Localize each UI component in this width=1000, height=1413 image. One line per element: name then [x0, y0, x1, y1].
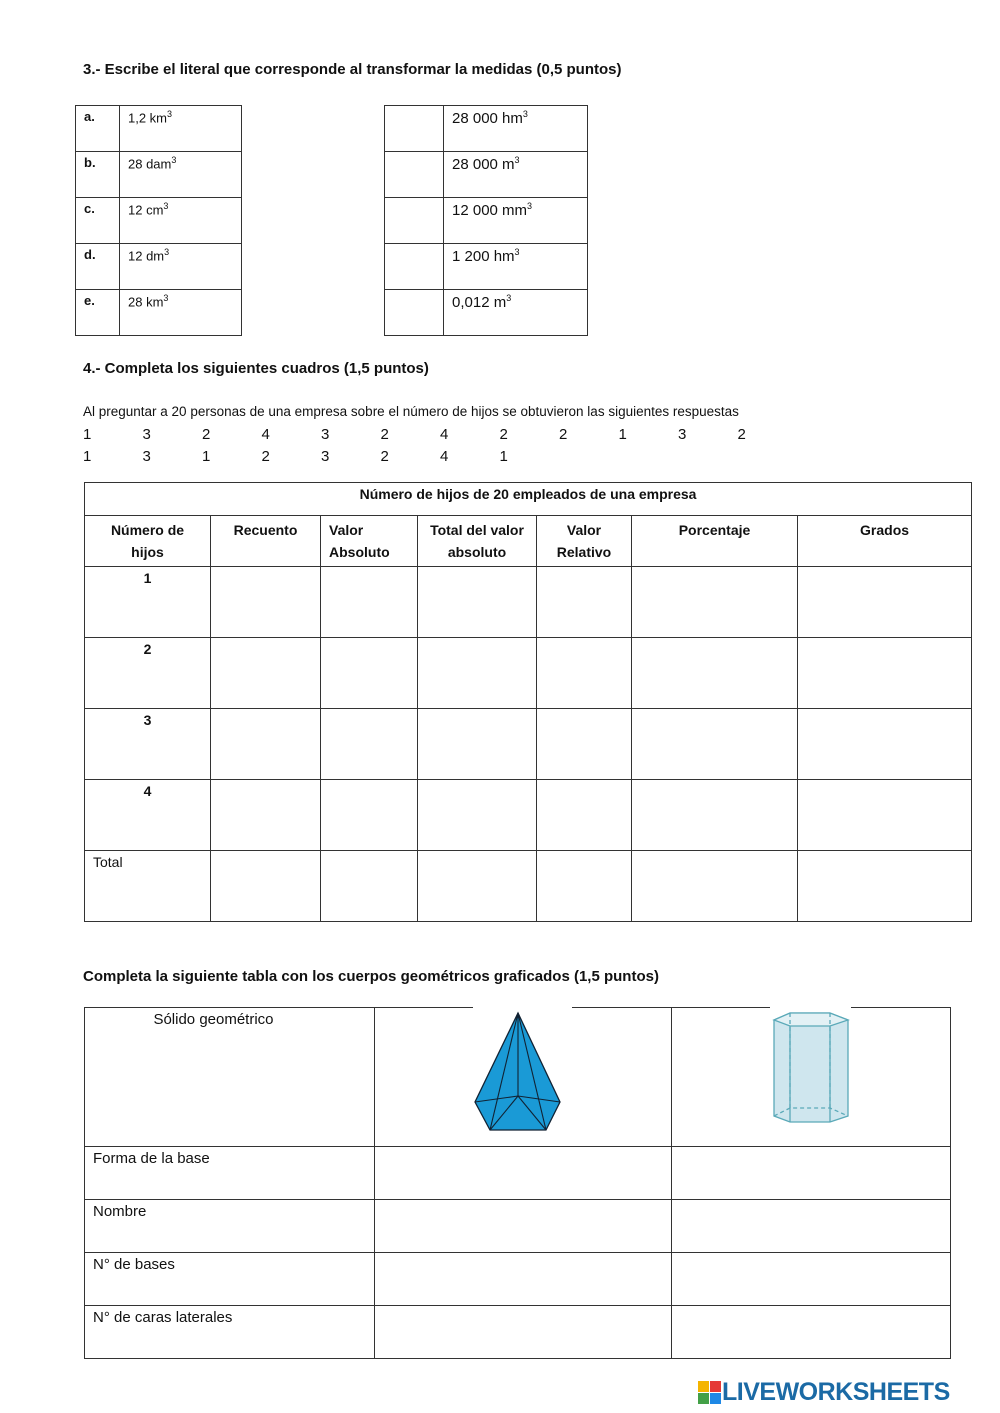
row-label: 1 [85, 567, 211, 638]
response-value: 1 [499, 448, 508, 465]
table-header-row [85, 516, 972, 567]
unit-value [120, 152, 242, 198]
answer-cell[interactable] [537, 638, 632, 709]
table-row [85, 638, 972, 709]
unit-value-text: 12 dm [128, 248, 165, 264]
answer-cell[interactable] [672, 1200, 951, 1253]
row-label: N° de caras laterales [85, 1306, 375, 1359]
answer-cell[interactable] [798, 780, 972, 851]
answer-cell[interactable] [537, 709, 632, 780]
frequency-table [84, 482, 972, 922]
converted-value-text: 12 000 mm [452, 202, 528, 219]
header-line: absoluto [447, 544, 507, 560]
table-row [85, 1253, 951, 1306]
response-value: 1 [83, 426, 92, 443]
answer-cell[interactable] [798, 851, 972, 922]
unit-letter: a. [76, 106, 120, 152]
answer-cell[interactable] [375, 1253, 672, 1306]
answer-cell[interactable] [321, 780, 418, 851]
column-header [537, 516, 632, 567]
answer-cell[interactable] [798, 567, 972, 638]
answer-cell[interactable] [632, 709, 798, 780]
response-value: 3 [321, 448, 330, 465]
logo-text: LIVEWORKSHEETS [722, 1378, 950, 1406]
column-header [798, 516, 972, 567]
answer-cell[interactable] [418, 851, 537, 922]
units-row [385, 152, 588, 198]
column-header [632, 516, 798, 567]
answer-cell[interactable] [321, 709, 418, 780]
answer-letter-cell[interactable] [385, 198, 444, 244]
unit-exponent: 3 [522, 109, 528, 119]
header-line: Absoluto [329, 544, 390, 560]
unit-exponent: 3 [167, 109, 173, 119]
answer-cell[interactable] [211, 638, 321, 709]
column-header [211, 516, 321, 567]
column-header [418, 516, 537, 567]
unit-exponent: 3 [514, 247, 520, 257]
header-line: Número de [110, 522, 185, 538]
response-value: 2 [380, 448, 389, 465]
row-label: Forma de la base [85, 1147, 375, 1200]
section4-intro: Al preguntar a 20 personas de una empresa sobre el número de hijos se obtuvieron las siguientes respuestas [83, 404, 739, 419]
table-caption-row [85, 483, 972, 516]
unit-exponent: 3 [506, 293, 512, 303]
converted-value [444, 106, 588, 152]
answer-cell[interactable] [375, 1306, 672, 1359]
units-row [76, 244, 242, 290]
table-row [85, 1200, 951, 1253]
answer-letter-cell[interactable] [385, 244, 444, 290]
unit-value-text: 28 dam [128, 156, 172, 172]
units-row [385, 290, 588, 336]
answer-cell[interactable] [211, 709, 321, 780]
converted-value [444, 290, 588, 336]
converted-value [444, 198, 588, 244]
answer-cell[interactable] [211, 851, 321, 922]
response-value: 3 [321, 426, 330, 443]
converted-value-text: 28 000 hm [452, 110, 523, 127]
header-line: Valor [566, 522, 602, 538]
converted-value-text: 1 200 hm [452, 248, 515, 265]
response-value: 2 [380, 426, 389, 443]
section5-title: Completa la siguiente tabla con los cuerpos geométricos graficados (1,5 puntos) [83, 968, 659, 985]
header-line: Valor [329, 522, 364, 538]
response-value: 4 [261, 426, 270, 443]
hexagonal-prism-image [770, 1010, 852, 1126]
answer-cell[interactable] [418, 638, 537, 709]
header-line: Total del valor [430, 522, 524, 538]
unit-exponent: 3 [163, 293, 169, 303]
liveworksheets-logo [698, 1378, 950, 1407]
unit-value-text: 12 cm [128, 202, 164, 218]
table-row [85, 709, 972, 780]
unit-letter: e. [76, 290, 120, 336]
answer-cell[interactable] [418, 567, 537, 638]
answer-cell[interactable] [672, 1306, 951, 1359]
answer-letter-cell[interactable] [385, 106, 444, 152]
unit-value-text: 1,2 km [128, 110, 168, 126]
unit-value [120, 106, 242, 152]
answer-letter-cell[interactable] [385, 290, 444, 336]
answer-cell[interactable] [418, 709, 537, 780]
units-row [385, 198, 588, 244]
logo-badge-icon [698, 1381, 722, 1405]
section4-title: 4.- Completa los siguientes cuadros (1,5 puntos) [83, 360, 429, 377]
answer-cell[interactable] [632, 780, 798, 851]
response-value: 3 [678, 426, 687, 443]
converted-value-text: 28 000 m [452, 156, 515, 173]
unit-value [120, 198, 242, 244]
response-value: 1 [83, 448, 92, 465]
table-row [85, 851, 972, 922]
row-label: 3 [85, 709, 211, 780]
pentagonal-pyramid-image [470, 1010, 566, 1134]
header-line: Grados [860, 522, 910, 538]
units-row [76, 198, 242, 244]
unit-letter: d. [76, 244, 120, 290]
answer-cell[interactable] [211, 567, 321, 638]
table-row [85, 567, 972, 638]
answer-cell[interactable] [211, 780, 321, 851]
units-row [385, 244, 588, 290]
answer-cell[interactable] [798, 638, 972, 709]
answer-cell[interactable] [321, 638, 418, 709]
units-row [76, 106, 242, 152]
units-row [76, 290, 242, 336]
column-header [321, 516, 418, 567]
unit-exponent: 3 [514, 155, 520, 165]
units-row [385, 106, 588, 152]
unit-exponent: 3 [164, 247, 170, 257]
converted-value [444, 244, 588, 290]
response-value: 3 [142, 426, 151, 443]
answer-cell[interactable] [537, 851, 632, 922]
answer-cell[interactable] [672, 1147, 951, 1200]
answer-cell[interactable] [537, 567, 632, 638]
row-label: Total [85, 851, 211, 922]
unit-value [120, 290, 242, 336]
converted-value [444, 152, 588, 198]
units-table-right [384, 105, 588, 336]
answer-cell[interactable] [321, 851, 418, 922]
response-value: 3 [142, 448, 151, 465]
answer-cell[interactable] [798, 709, 972, 780]
column-header [85, 516, 211, 567]
answer-cell[interactable] [632, 638, 798, 709]
table-row [85, 1147, 951, 1200]
response-value: 1 [202, 448, 211, 465]
response-value: 2 [737, 426, 746, 443]
answer-cell[interactable] [418, 780, 537, 851]
answer-cell[interactable] [537, 780, 632, 851]
header-line: Relativo [556, 544, 612, 560]
unit-exponent: 3 [163, 201, 169, 211]
response-value: 2 [499, 426, 508, 443]
header-line: hijos [131, 544, 164, 560]
unit-value [120, 244, 242, 290]
unit-letter: c. [76, 198, 120, 244]
answer-cell[interactable] [375, 1200, 672, 1253]
row-label: 2 [85, 638, 211, 709]
answer-letter-cell[interactable] [385, 152, 444, 198]
answer-cell[interactable] [672, 1253, 951, 1306]
answer-cell[interactable] [632, 851, 798, 922]
unit-letter: b. [76, 152, 120, 198]
row-label: Nombre [85, 1200, 375, 1253]
response-value: 4 [440, 448, 449, 465]
solid-header: Sólido geométrico [85, 1008, 375, 1147]
answer-cell[interactable] [632, 567, 798, 638]
response-value: 4 [440, 426, 449, 443]
response-value: 2 [202, 426, 211, 443]
section3-title: 3.- Escribe el literal que corresponde al transformar la medidas (0,5 puntos) [83, 61, 622, 78]
table-caption: Número de hijos de 20 empleados de una empresa [85, 483, 972, 516]
response-value: 2 [261, 448, 270, 465]
units-table-left [75, 105, 242, 336]
answer-cell[interactable] [321, 567, 418, 638]
header-line: Recuento [233, 522, 298, 538]
answer-cell[interactable] [375, 1147, 672, 1200]
response-value: 1 [618, 426, 627, 443]
unit-exponent: 3 [527, 201, 533, 211]
units-row [76, 152, 242, 198]
table-row [85, 1306, 951, 1359]
unit-exponent: 3 [171, 155, 177, 165]
unit-value-text: 28 km [128, 294, 164, 310]
converted-value-text: 0,012 m [452, 294, 507, 311]
table-row [85, 780, 972, 851]
header-line: Porcentaje [678, 522, 751, 538]
row-label: 4 [85, 780, 211, 851]
response-value: 2 [559, 426, 568, 443]
row-label: N° de bases [85, 1253, 375, 1306]
